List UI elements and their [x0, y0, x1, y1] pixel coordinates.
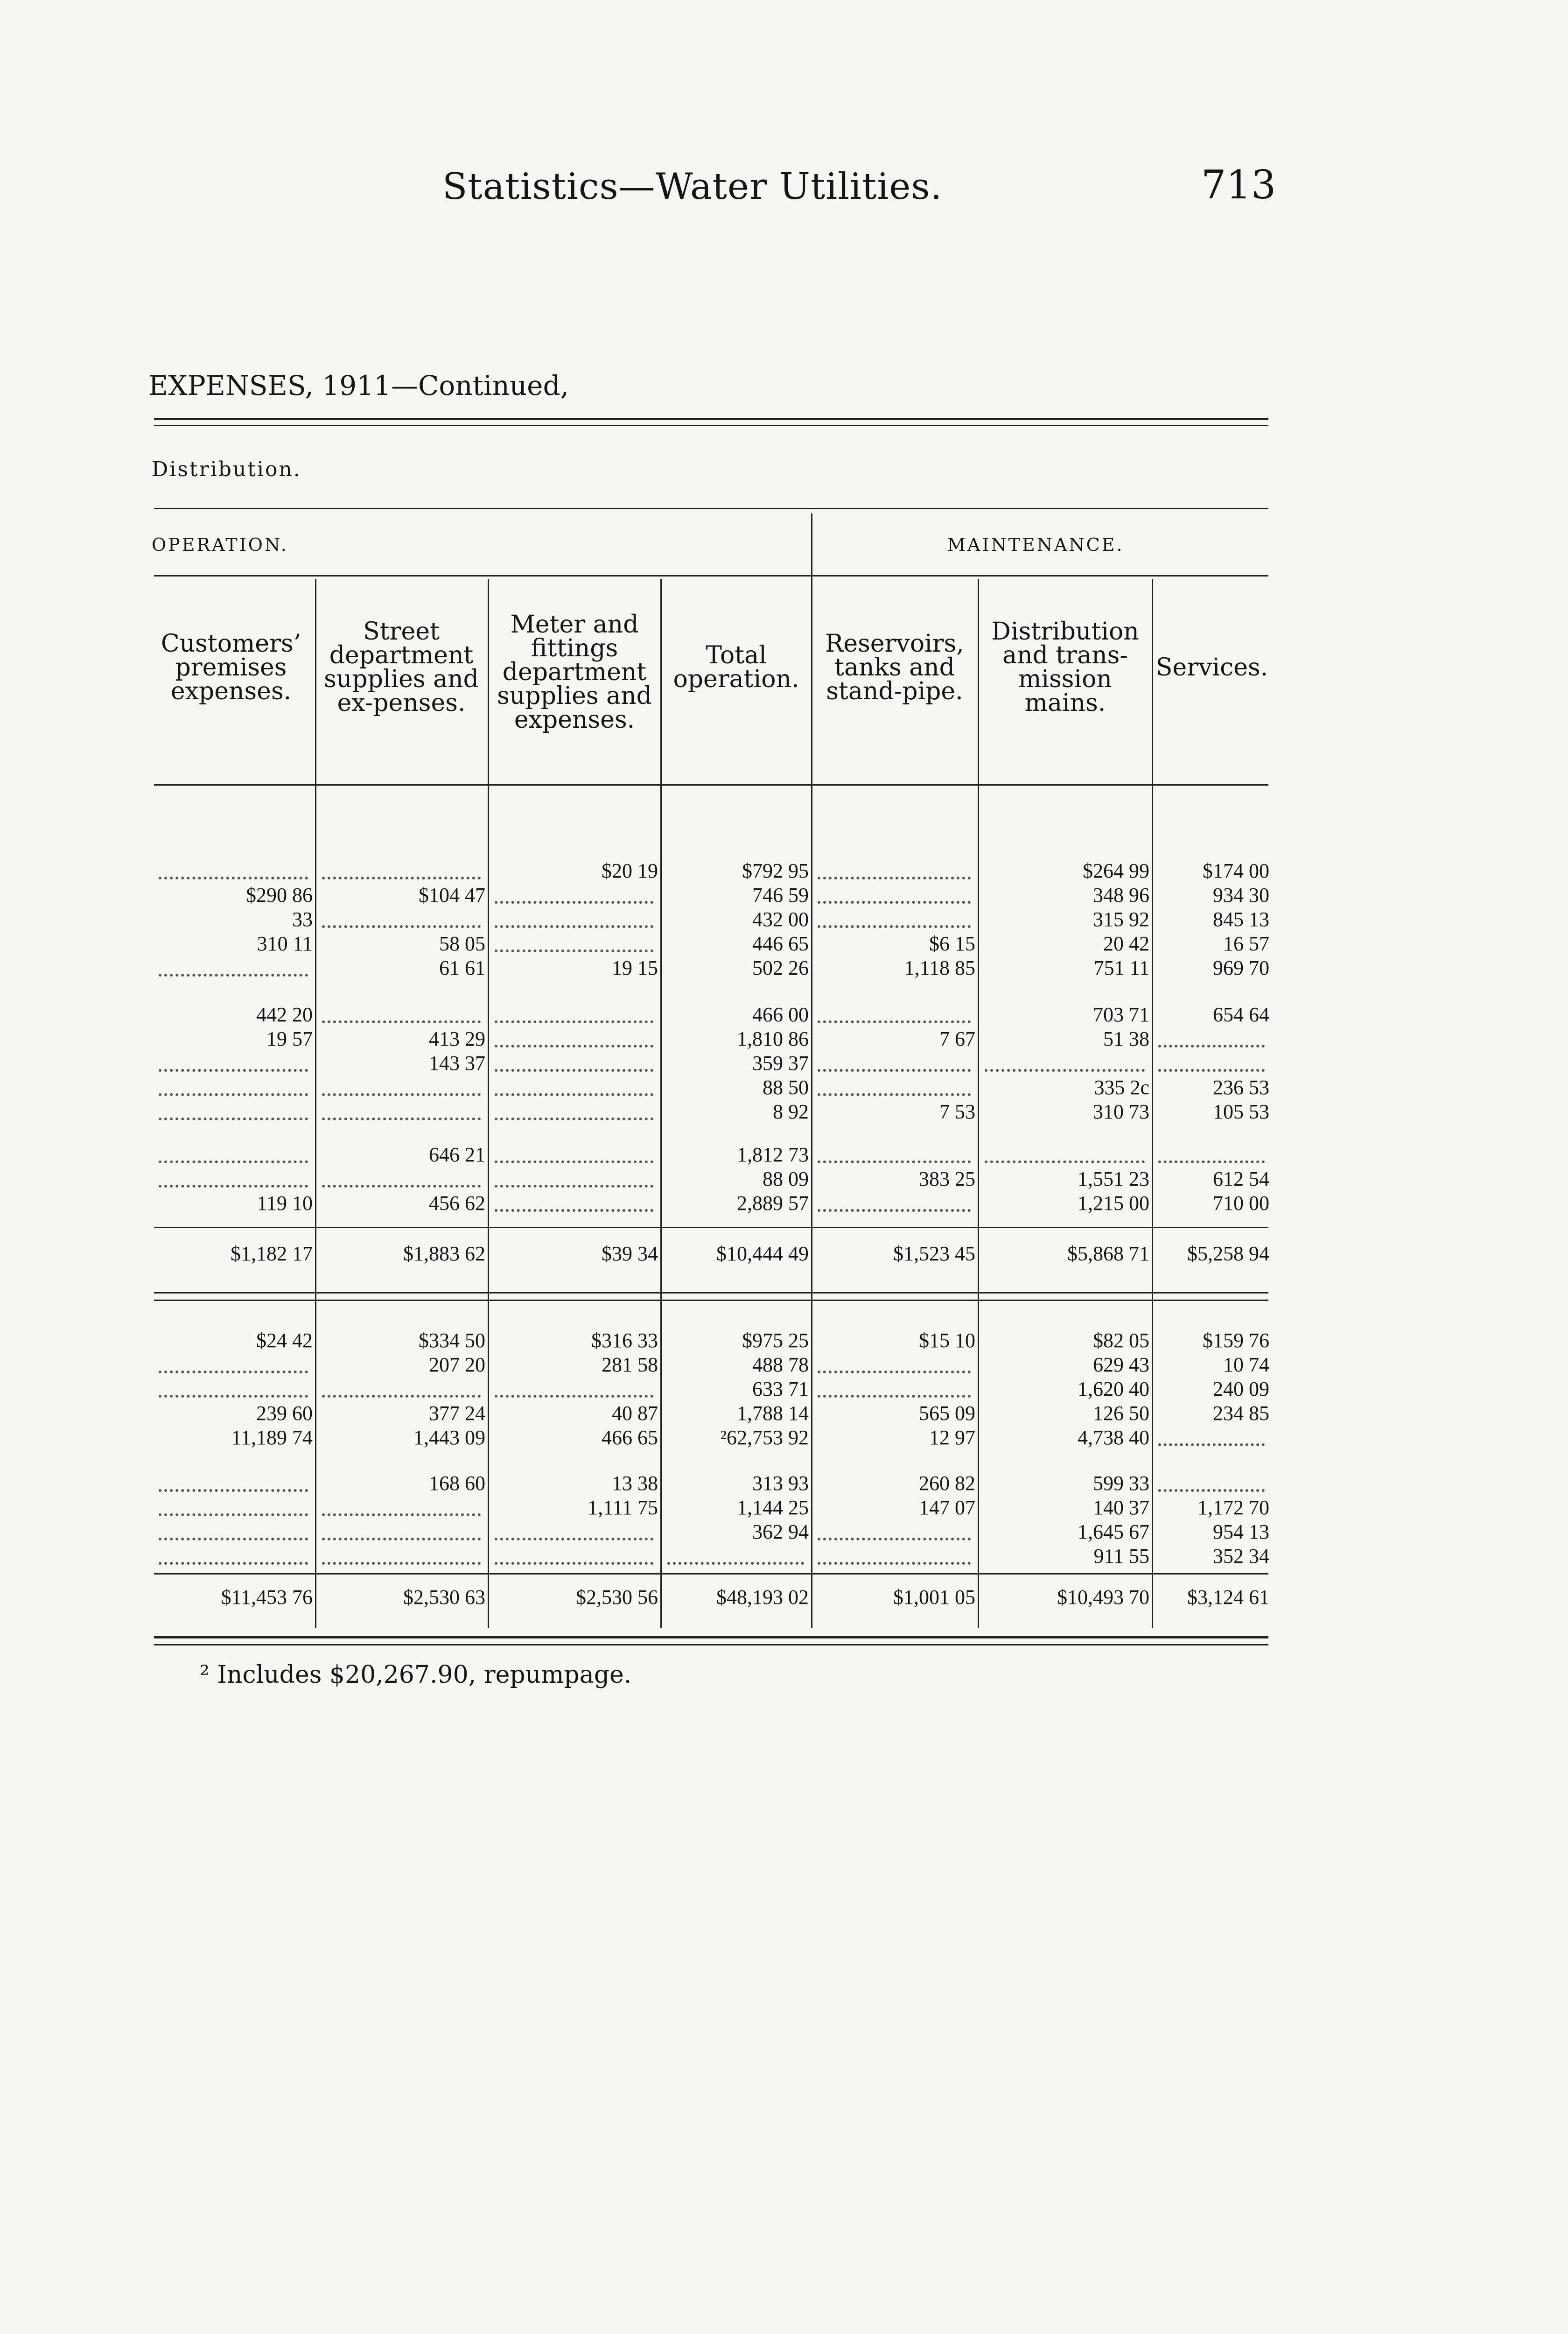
dot-leader — [1158, 1069, 1265, 1072]
table-cell: 19 57 — [266, 1027, 313, 1050]
table-cell: $5,868 71 — [1067, 1242, 1149, 1265]
table-cell: 88 50 — [763, 1076, 809, 1099]
dot-leader — [818, 1160, 971, 1163]
column-header-customers-premises: Customers’ premises expenses. — [161, 629, 301, 705]
column-header-street-department: Street department supplies and ex-penses. — [324, 618, 479, 717]
table-cell: 1,215 00 — [1078, 1192, 1149, 1215]
table-cell: 456 62 — [429, 1192, 485, 1215]
table-cell: 335 2c — [1094, 1076, 1149, 1099]
table-cell: 845 13 — [1213, 908, 1269, 931]
table-cell: 359 37 — [752, 1052, 809, 1075]
table-cell: 1,620 40 — [1078, 1378, 1149, 1400]
table-cell: 1,172 70 — [1197, 1496, 1269, 1519]
table-cell: 1,144 25 — [737, 1496, 809, 1519]
column-header-total-operation: Total operation. — [673, 641, 799, 693]
dot-leader — [1158, 1045, 1265, 1047]
dot-leader — [159, 1371, 308, 1373]
dot-leader — [1158, 1160, 1265, 1163]
table-cell: $20 19 — [602, 859, 658, 882]
running-head — [0, 162, 1568, 208]
dot-leader — [495, 1069, 653, 1072]
table-cell: 565 09 — [919, 1402, 975, 1425]
dot-leader — [818, 1020, 971, 1023]
table-cell: 1,812 73 — [737, 1143, 809, 1166]
dot-leader — [159, 1118, 308, 1120]
table-cell: 126 50 — [1093, 1402, 1149, 1425]
group-operation: OPERATION. — [152, 534, 288, 555]
table-cell: 934 30 — [1213, 884, 1269, 907]
table-cell: $15 10 — [919, 1329, 975, 1352]
table-cell: $1,883 62 — [403, 1242, 485, 1265]
dot-leader — [322, 1185, 481, 1188]
dot-leader — [495, 1093, 653, 1096]
table-cell: 612 54 — [1213, 1167, 1269, 1190]
table-cell: 599 33 — [1093, 1472, 1149, 1495]
table-cell: 1,111 75 — [588, 1496, 658, 1519]
table-cell: 260 82 — [919, 1472, 975, 1495]
table-cell: 19 15 — [612, 956, 658, 979]
table-cell: $3,124 61 — [1187, 1586, 1269, 1609]
table-cell: 234 85 — [1213, 1402, 1269, 1425]
table-cell: 348 96 — [1093, 884, 1149, 907]
dot-leader — [818, 901, 971, 904]
table-cell: 383 25 — [919, 1167, 975, 1190]
table-cell: $10,493 70 — [1057, 1586, 1149, 1609]
section-rule — [154, 1292, 1268, 1294]
table-cell: 466 65 — [602, 1426, 658, 1449]
dot-leader — [322, 1538, 481, 1540]
table-cell: 1,810 86 — [737, 1027, 809, 1050]
table-cell: 646 21 — [429, 1143, 485, 1166]
table-cell: $1,182 17 — [231, 1242, 313, 1265]
dot-leader — [159, 1395, 308, 1398]
table-cell: 310 73 — [1093, 1100, 1149, 1123]
dot-leader — [818, 1562, 971, 1565]
table-cell: 140 37 — [1093, 1496, 1149, 1519]
table-cell: 207 20 — [429, 1353, 485, 1376]
group-divider — [811, 513, 812, 1628]
column-separator — [488, 579, 489, 1628]
dot-leader — [667, 1562, 804, 1565]
table-cell: 969 70 — [1213, 956, 1269, 979]
table-bottom-rule — [154, 1636, 1268, 1638]
table-cell: 119 10 — [257, 1192, 313, 1215]
dot-leader — [159, 1562, 308, 1565]
table-cell: $11,453 76 — [221, 1586, 313, 1609]
table-cell: 33 — [292, 908, 313, 931]
table-cell: $1,523 45 — [893, 1242, 975, 1265]
dot-leader — [322, 877, 481, 879]
table-cell: $2,530 63 — [403, 1586, 485, 1609]
dot-leader — [159, 1185, 308, 1188]
table-cell: 10 74 — [1223, 1353, 1269, 1376]
dot-leader — [818, 1209, 971, 1212]
dot-leader — [495, 1045, 653, 1047]
group-rule — [154, 575, 1268, 576]
table-cell: $316 33 — [591, 1329, 658, 1352]
dot-leader — [322, 1395, 481, 1398]
table-cell: $290 86 — [246, 884, 313, 907]
dot-leader — [818, 925, 971, 928]
table-cell: 147 07 — [919, 1496, 975, 1519]
table-cell: 954 13 — [1213, 1520, 1269, 1543]
table-cell: 143 37 — [429, 1052, 485, 1075]
dot-leader — [818, 1371, 971, 1373]
table-cell: $174 00 — [1203, 859, 1269, 882]
dot-leader — [159, 974, 308, 977]
table-cell: 352 34 — [1213, 1545, 1269, 1568]
table-cell: 377 24 — [429, 1402, 485, 1425]
table-cell: 7 53 — [939, 1100, 975, 1123]
table-cell: 88 09 — [763, 1167, 809, 1190]
table-cell: 13 38 — [612, 1472, 658, 1495]
table-cell: 61 61 — [439, 956, 485, 979]
table-cell: 1,118 85 — [904, 956, 975, 979]
dot-leader — [322, 1020, 481, 1023]
dot-leader — [159, 1489, 308, 1492]
dot-leader — [495, 1118, 653, 1120]
table-cell: 315 92 — [1093, 908, 1149, 931]
table-cell: 1,551 23 — [1078, 1167, 1149, 1190]
table-cell: $975 25 — [742, 1329, 809, 1352]
table-cell: 105 53 — [1213, 1100, 1269, 1123]
column-separator — [660, 579, 662, 1628]
dot-leader — [495, 925, 653, 928]
dot-leader — [818, 1093, 971, 1096]
rule — [154, 418, 1268, 420]
table-cell: 281 58 — [602, 1353, 658, 1376]
table-cell: $5,258 94 — [1187, 1242, 1269, 1265]
table-cell: 911 55 — [1093, 1545, 1149, 1568]
dot-leader — [322, 1562, 481, 1565]
dot-leader — [495, 1538, 653, 1540]
table-cell: 746 59 — [752, 884, 809, 907]
table-cell: 313 93 — [752, 1472, 809, 1495]
dot-leader — [495, 1562, 653, 1565]
table-cell: 7 67 — [939, 1027, 975, 1050]
section-label: Distribution. — [152, 457, 301, 481]
header-bottom-rule — [154, 784, 1268, 786]
total-rule — [154, 1573, 1268, 1575]
table-cell: $159 76 — [1203, 1329, 1269, 1352]
table-cell: $48,193 02 — [716, 1586, 809, 1609]
table-cell: 488 78 — [752, 1353, 809, 1376]
dot-leader — [322, 1118, 481, 1120]
table-cell: 629 43 — [1093, 1353, 1149, 1376]
dot-leader — [159, 1513, 308, 1516]
table-caption: EXPENSES, 1911—Continued, — [148, 370, 569, 401]
page-number: 713 — [1201, 162, 1276, 208]
table-cell: $82 05 — [1093, 1329, 1149, 1352]
table-cell: 502 26 — [752, 956, 809, 979]
column-header-reservoirs: Reservoirs, tanks and stand-pipe. — [825, 629, 964, 705]
table-cell: 432 00 — [752, 908, 809, 931]
dot-leader — [159, 1160, 308, 1163]
table-cell: 710 00 — [1213, 1192, 1269, 1215]
dot-leader — [495, 1209, 653, 1212]
table-cell: $2,530 56 — [576, 1586, 658, 1609]
column-header-meter-fittings: Meter and fittings department supplies and expenses. — [497, 610, 652, 734]
table-cell: 654 64 — [1213, 1003, 1269, 1026]
table-cell: 16 57 — [1223, 932, 1269, 955]
rule — [154, 508, 1268, 509]
column-separator — [1152, 579, 1153, 1628]
table-cell: 633 71 — [752, 1378, 809, 1400]
table-cell: ²62,753 92 — [720, 1426, 809, 1449]
section-rule — [154, 1300, 1268, 1301]
dot-leader — [159, 1093, 308, 1096]
dot-leader — [818, 1395, 971, 1398]
table-cell: $334 50 — [419, 1329, 485, 1352]
dot-leader — [322, 1093, 481, 1096]
dot-leader — [495, 1185, 653, 1188]
group-maintenance: MAINTENANCE. — [947, 534, 1124, 555]
dot-leader — [159, 877, 308, 879]
table-cell: 310 11 — [257, 932, 313, 955]
table-cell: 4,738 40 — [1078, 1426, 1149, 1449]
table-cell: 413 29 — [429, 1027, 485, 1050]
footnote: ² Includes $20,267.90, repumpage. — [200, 1661, 632, 1689]
table-cell: $24 42 — [256, 1329, 313, 1352]
dot-leader — [818, 877, 971, 879]
table-cell: $1,001 05 — [893, 1586, 975, 1609]
dot-leader — [818, 1069, 971, 1072]
table-cell: $792 95 — [742, 859, 809, 882]
table-cell: 1,645 67 — [1078, 1520, 1149, 1543]
dot-leader — [495, 949, 653, 952]
table-cell: 58 05 — [439, 932, 485, 955]
column-separator — [315, 579, 316, 1628]
table-cell: $104 47 — [419, 884, 485, 907]
table-cell: 40 87 — [612, 1402, 658, 1425]
dot-leader — [495, 1160, 653, 1163]
table-cell: $39 34 — [602, 1242, 658, 1265]
table-cell: 239 60 — [256, 1402, 313, 1425]
dot-leader — [495, 901, 653, 904]
column-header-distribution-mains: Distribution and trans-mission mains. — [991, 618, 1139, 717]
table-cell: 236 53 — [1213, 1076, 1269, 1099]
table-cell: 1,788 14 — [737, 1402, 809, 1425]
table-cell: 1,443 09 — [413, 1426, 485, 1449]
dot-leader — [322, 925, 481, 928]
table-cell: 168 60 — [429, 1472, 485, 1495]
table-cell: $10,444 49 — [716, 1242, 809, 1265]
table-cell: 466 00 — [752, 1003, 809, 1026]
dot-leader — [985, 1069, 1145, 1072]
total-rule — [154, 1227, 1268, 1228]
table-cell: 11,189 74 — [231, 1426, 313, 1449]
dot-leader — [159, 1538, 308, 1540]
table-cell: 12 97 — [929, 1426, 975, 1449]
dot-leader — [818, 1538, 971, 1540]
dot-leader — [985, 1160, 1145, 1163]
dot-leader — [1158, 1489, 1265, 1492]
table-cell: 51 38 — [1103, 1027, 1149, 1050]
table-bottom-rule — [154, 1644, 1268, 1645]
table-cell: 703 71 — [1093, 1003, 1149, 1026]
table-cell: 751 11 — [1093, 956, 1149, 979]
table-cell: $6 15 — [929, 932, 975, 955]
table-cell: 446 65 — [752, 932, 809, 955]
table-cell: 2,889 57 — [737, 1192, 809, 1215]
table-cell: $264 99 — [1083, 859, 1149, 882]
table-cell: 20 42 — [1103, 932, 1149, 955]
dot-leader — [495, 1395, 653, 1398]
dot-leader — [322, 1513, 481, 1516]
running-title: Statistics—Water Utilities. — [442, 166, 943, 208]
table-cell: 442 20 — [256, 1003, 313, 1026]
column-separator — [978, 579, 979, 1628]
column-header-services: Services. — [1155, 653, 1268, 682]
dot-leader — [495, 1020, 653, 1023]
table-cell: 8 92 — [773, 1100, 809, 1123]
rule — [154, 425, 1268, 426]
dot-leader — [1158, 1443, 1265, 1446]
table-cell: 362 94 — [752, 1520, 809, 1543]
dot-leader — [159, 1069, 308, 1072]
table-cell: 240 09 — [1213, 1378, 1269, 1400]
